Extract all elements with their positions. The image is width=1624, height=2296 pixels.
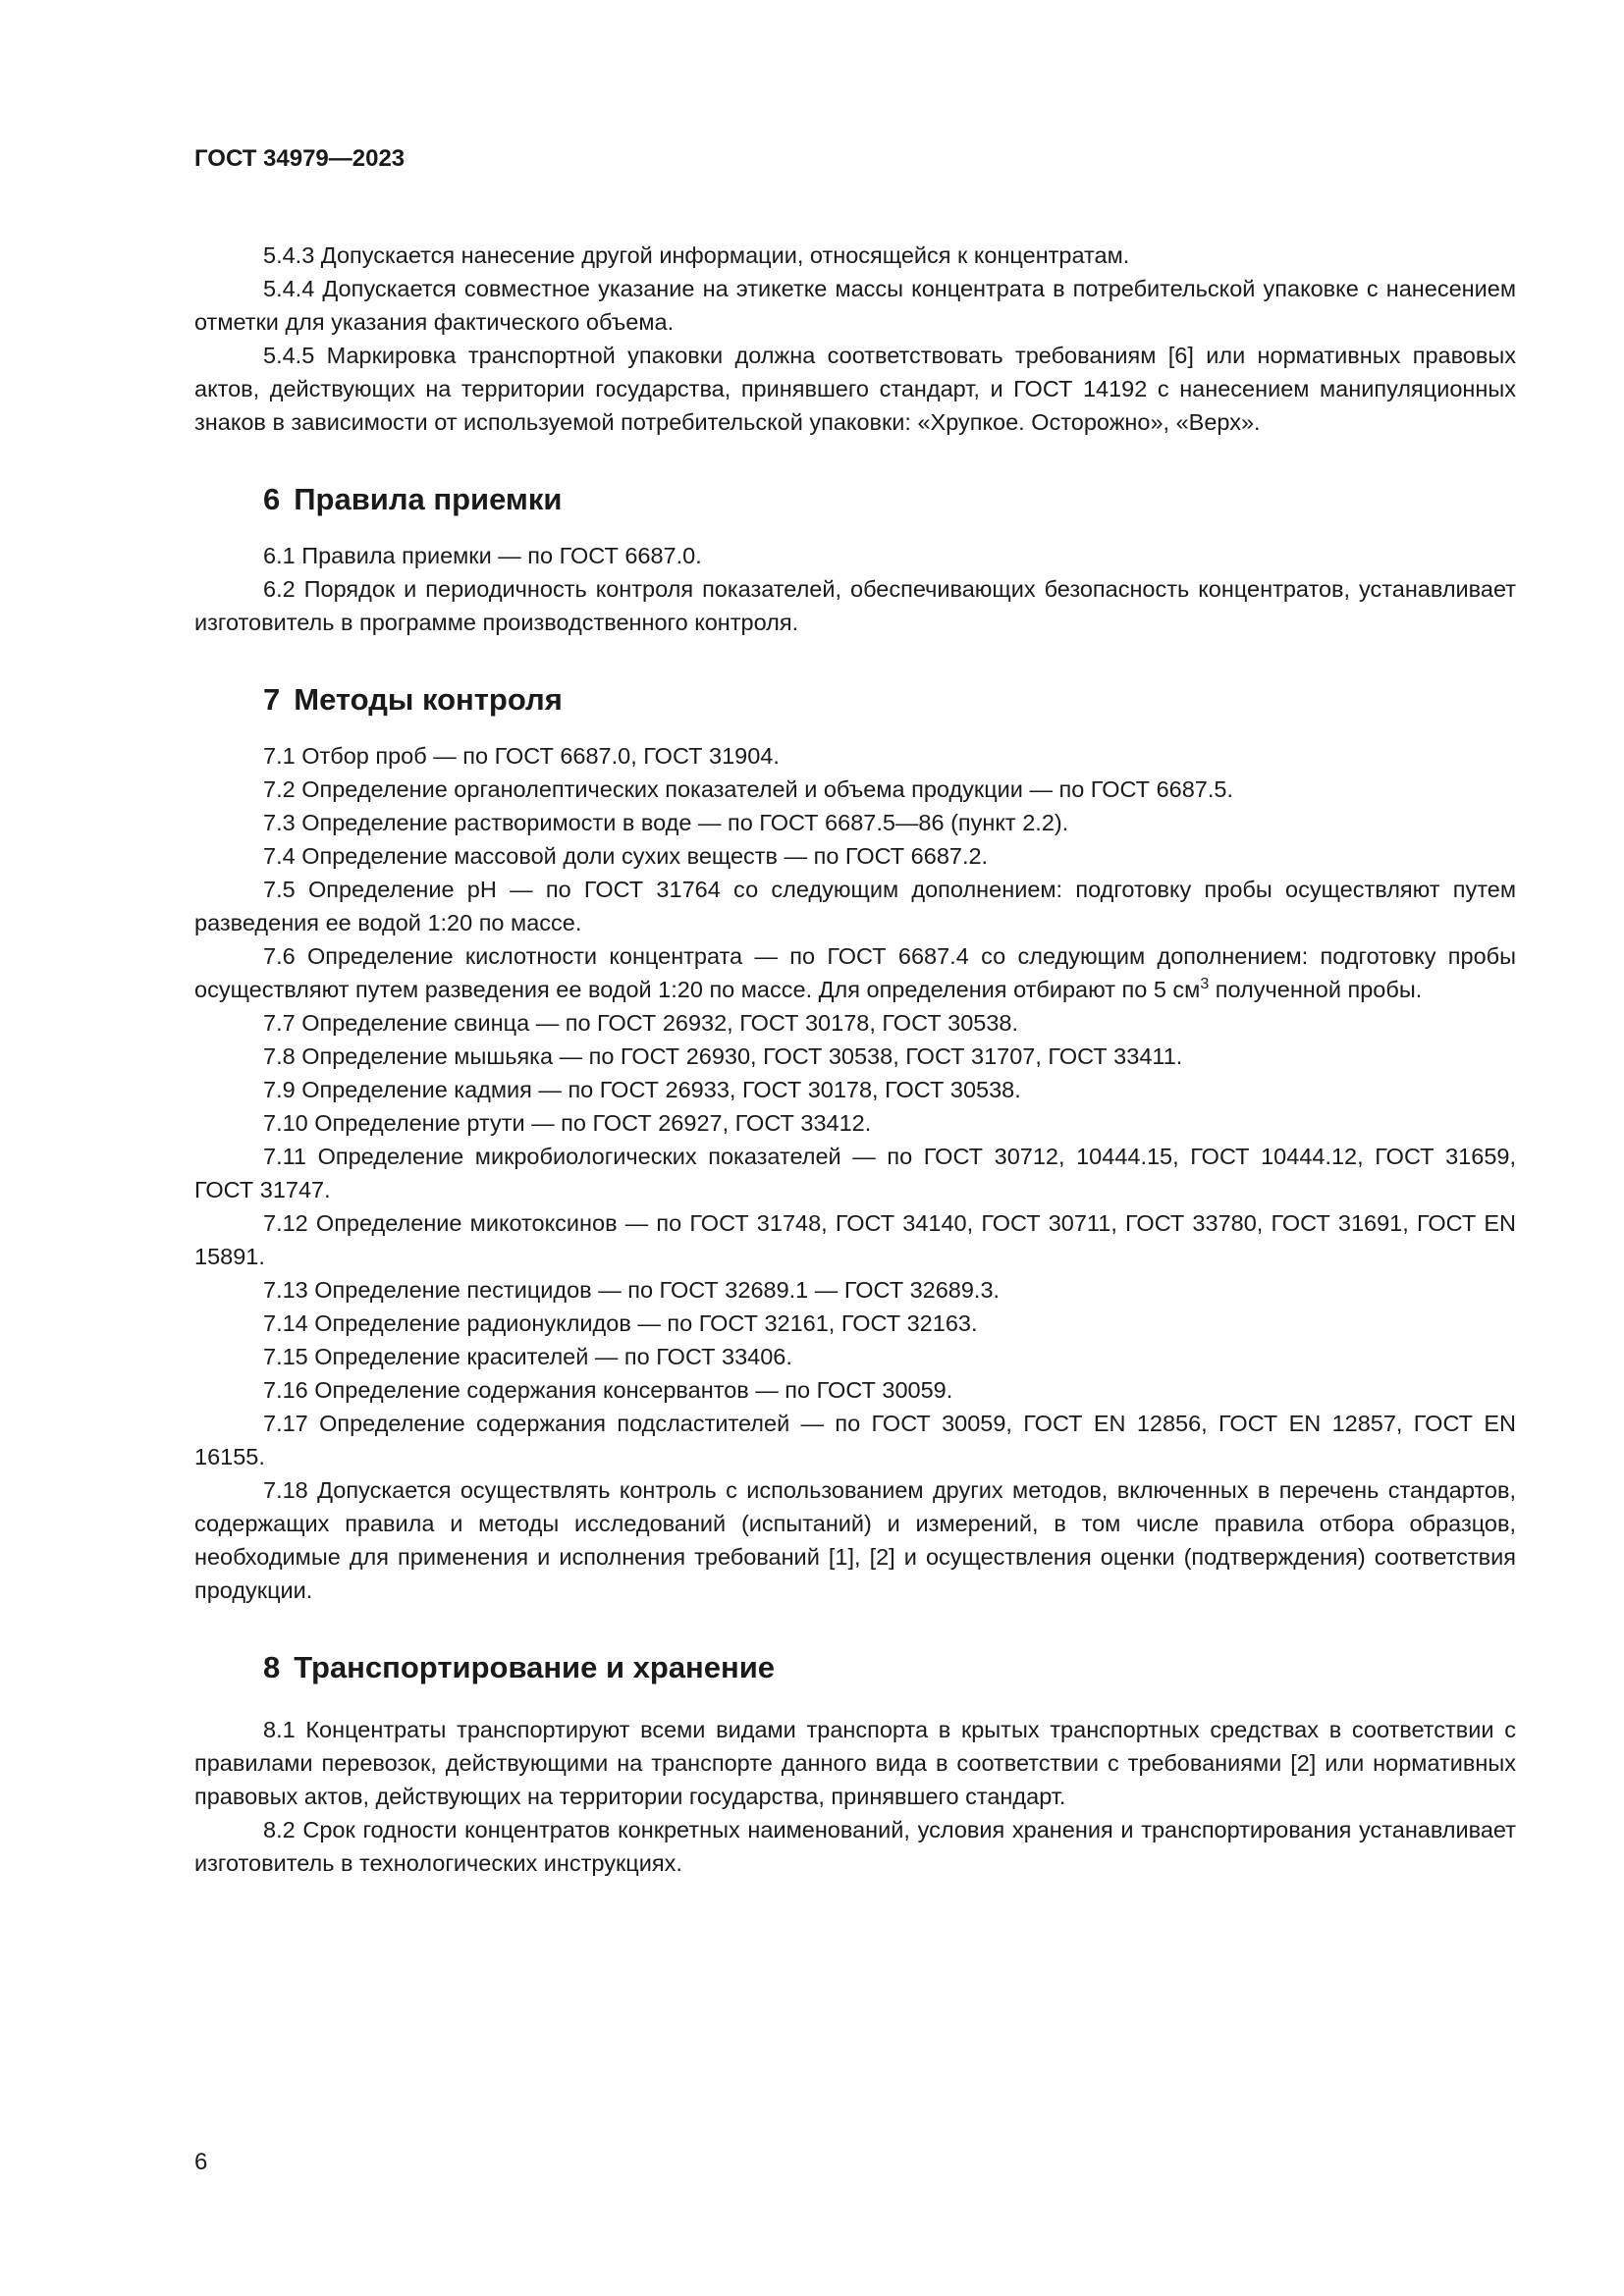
paragraph-7-6-text: 7.6 Определение кислотности концентрата — по ГОСТ 6687.4 со следующим дополнением: подготовку пробы осуществляют путем разведения ее водой 1:20 по массе. Для определения отбирают по 5 см: [194, 942, 1516, 1002]
paragraph-5-4-5: 5.4.5 Маркировка транспортной упаковки должна соответствовать требованиям [6] или нормативных правовых актов, действующих на территории государства, принявшего стандарт, и ГОСТ 14192 с нанесением манипуляционных знаков в зависимости от используемой потребительской упаковки: «Хрупкое. Осторожно», «Верх».: [194, 342, 1516, 435]
paragraph-7-16: 7.16 Определение содержания консервантов — по ГОСТ 30059.: [263, 1376, 953, 1403]
paragraph-7-12: 7.12 Определение микотоксинов — по ГОСТ 31748, ГОСТ 34140, ГОСТ 30711, ГОСТ 33780, ГОСТ 31691, ГОСТ EN 15891.: [194, 1209, 1516, 1269]
section-7-number: 7: [263, 681, 281, 717]
paragraph-7-10: 7.10 Определение ртути — по ГОСТ 26927, ГОСТ 33412.: [263, 1109, 872, 1136]
section-7-heading: [194, 680, 1516, 720]
paragraph-7-2: 7.2 Определение органолептических показателей и объема продукции — по ГОСТ 6687.5.: [263, 775, 1233, 802]
page-number: 6: [194, 2149, 208, 2175]
paragraph-7-13: 7.13 Определение пестицидов — по ГОСТ 32689.1 — ГОСТ 32689.3.: [263, 1276, 1001, 1303]
document-code-header: ГОСТ 34979—2023: [194, 145, 406, 172]
paragraph-7-18: 7.18 Допускается осуществлять контроль с использованием других методов, включенных в перечень стандартов, содержащих правила и методы исследований (испытаний) и измерений, в том числе правила отбора образцов, необходимые для применения и исполнения требований [1], [2] и осуществления оценки (подтверждения) соответствия продукции.: [194, 1476, 1516, 1603]
section-8-number: 8: [263, 1649, 281, 1684]
paragraph-7-11: 7.11 Определение микробиологических показателей — по ГОСТ 30712, 10444.15, ГОСТ 10444.12, ГОСТ 31659, ГОСТ 31747.: [194, 1143, 1516, 1202]
section-6-number: 6: [263, 481, 281, 516]
paragraph-7-8: 7.8 Определение мышьяка — по ГОСТ 26930, ГОСТ 30538, ГОСТ 31707, ГОСТ 33411.: [263, 1042, 1183, 1069]
section-6-title: Правила приемки: [294, 481, 563, 516]
superscript-cubic: 3: [1200, 975, 1210, 992]
paragraph-7-9: 7.9 Определение кадмия — по ГОСТ 26933, ГОСТ 30178, ГОСТ 30538.: [263, 1076, 1021, 1102]
paragraph-7-1: 7.1 Отбор проб — по ГОСТ 6687.0, ГОСТ 31904.: [263, 742, 780, 769]
paragraph-7-5: 7.5 Определение рН — по ГОСТ 31764 со следующим дополнением: подготовку пробы осуществляют путем разведения ее водой 1:20 по массе.: [194, 876, 1516, 935]
paragraph-6-2: 6.2 Порядок и периодичность контроля показателей, обеспечивающих безопасность концентратов, устанавливает изготовитель в программе производственного контроля.: [194, 575, 1516, 635]
section-8-heading: [194, 1648, 1516, 1687]
paragraph-7-6: [194, 939, 1516, 1006]
paragraph-7-4: 7.4 Определение массовой доли сухих веществ — по ГОСТ 6687.2.: [263, 842, 989, 869]
paragraph-7-14: 7.14 Определение радионуклидов — по ГОСТ 32161, ГОСТ 32163.: [263, 1309, 978, 1336]
section-8-title: Транспортирование и хранение: [294, 1649, 776, 1684]
paragraph-8-1: 8.1 Концентраты транспортируют всеми видами транспорта в крытых транспортных средствах в соответствии с правилами перевозок, действующими на транспорте данного вида в соответствии с требованиями [2] или нормативных правовых актов, действующих на территории государства, принявшего стандарт.: [194, 1716, 1516, 1809]
paragraph-7-17: 7.17 Определение содержания подсластителей — по ГОСТ 30059, ГОСТ EN 12856, ГОСТ EN 12857, ГОСТ EN 16155.: [194, 1410, 1516, 1469]
paragraph-5-4-4: 5.4.4 Допускается совместное указание на этикетке массы концентрата в потребительской упаковке с нанесением отметки для указания фактического объема.: [194, 275, 1516, 335]
paragraph-7-15: 7.15 Определение красителей — по ГОСТ 33406.: [263, 1343, 792, 1369]
paragraph-6-1: 6.1 Правила приемки — по ГОСТ 6687.0.: [263, 542, 702, 568]
document-page: [194, 145, 1516, 1880]
paragraph-7-7: 7.7 Определение свинца — по ГОСТ 26932, ГОСТ 30178, ГОСТ 30538.: [263, 1009, 1019, 1036]
section-7-title: Методы контроля: [294, 681, 563, 717]
paragraph-7-3: 7.3 Определение растворимости в воде — по ГОСТ 6687.5—86 (пункт 2.2).: [263, 809, 1069, 835]
paragraph-7-6-tail: полученной пробы.: [1209, 976, 1423, 1002]
paragraph-8-2: 8.2 Срок годности концентратов конкретных наименований, условия хранения и транспортирования устанавливает изготовитель в технологических инструкциях.: [194, 1816, 1516, 1876]
section-6-heading: [194, 480, 1516, 519]
paragraph-5-4-3: 5.4.3 Допускается нанесение другой информации, относящейся к концентратам.: [263, 241, 1130, 268]
